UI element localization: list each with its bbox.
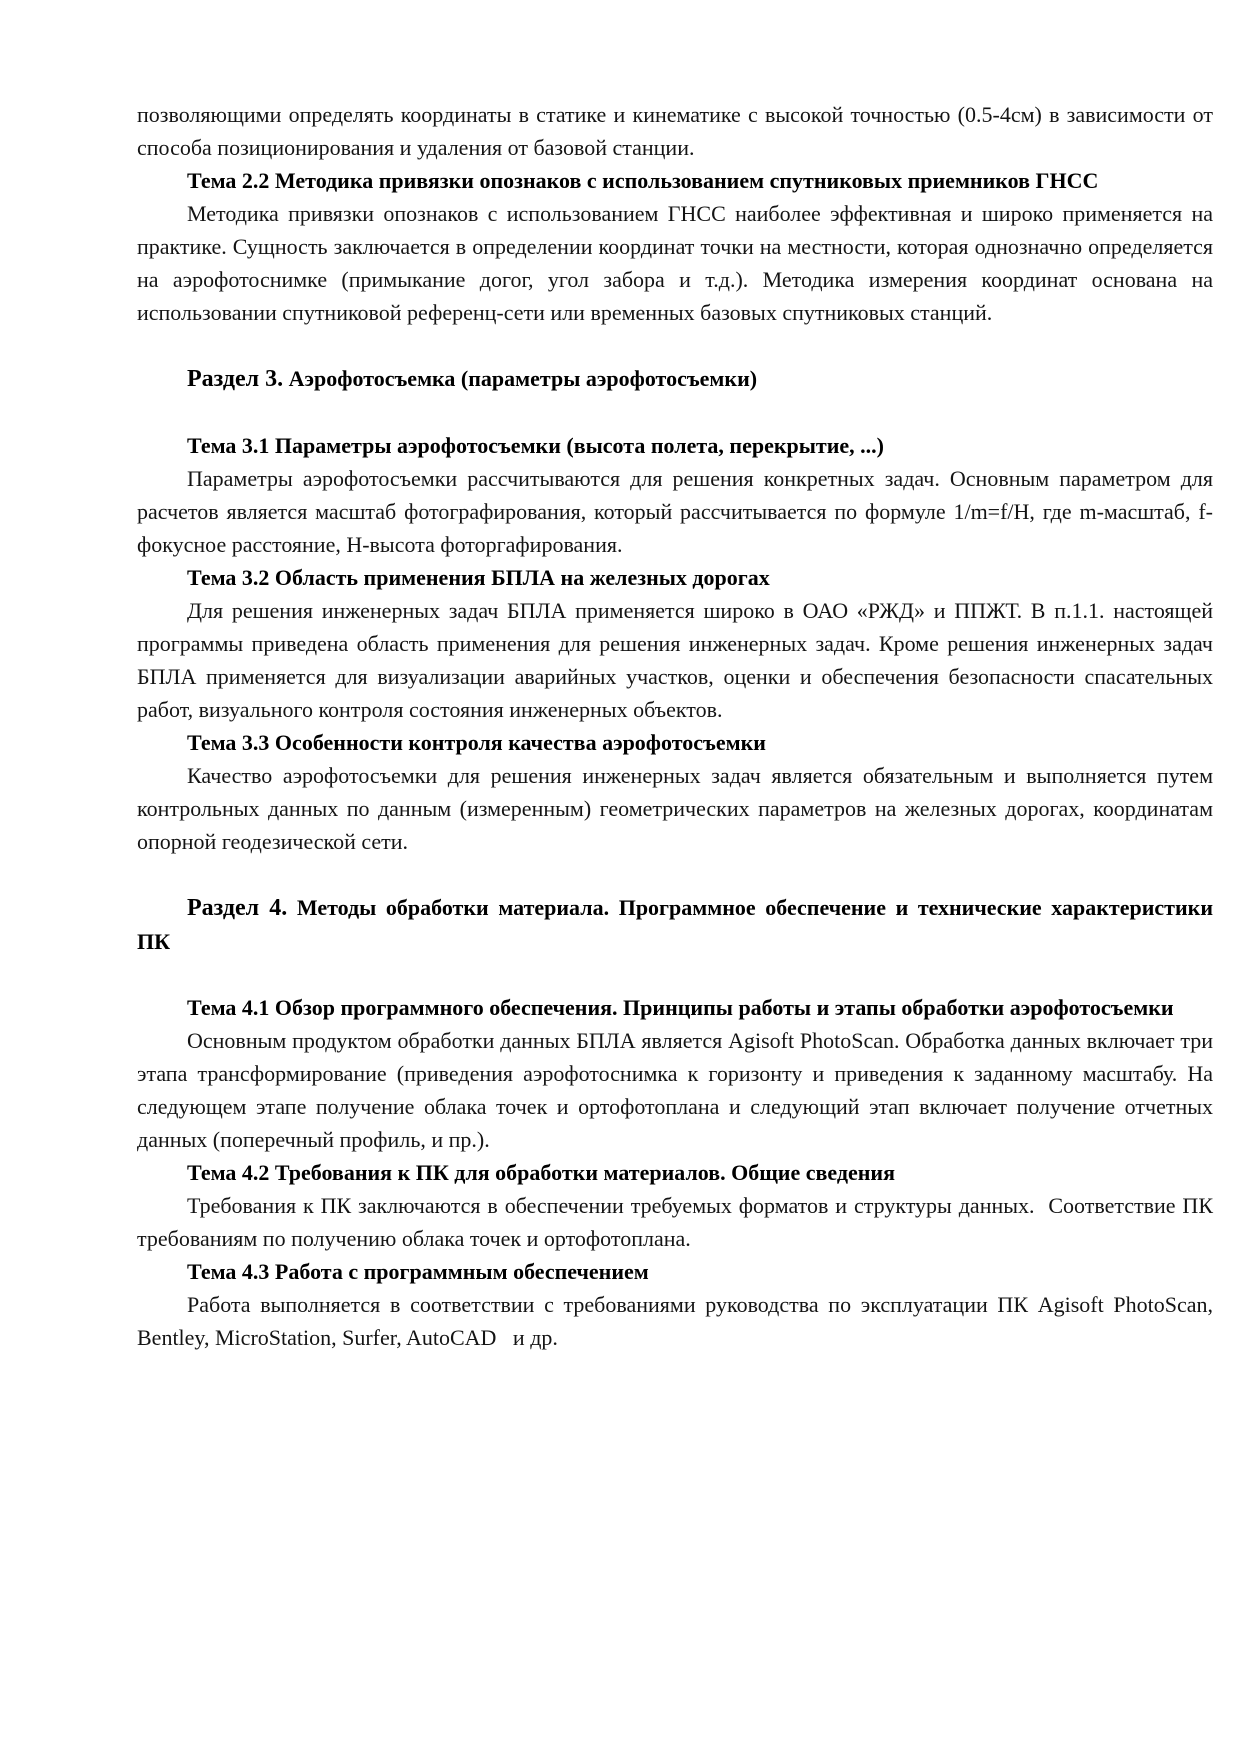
blank-line xyxy=(137,858,1213,891)
heading-razdel-3 xyxy=(137,362,1213,396)
paragraph-gnss-accuracy-continuation: позволяющими определять координаты в статике и кинематике с высокой точностью (0.5-4см) в зависимости от способа позиционирования и удаления от базовой станции. xyxy=(137,102,1213,160)
heading-razdel-4-title: Методы обработки материала. Программное обеспечение и технические характеристики ПК xyxy=(137,895,1213,954)
heading-razdel-3-title: Аэрофотосъемка (параметры аэрофотосъемки) xyxy=(283,366,758,391)
paragraph-tema-2-2: Методика привязки опознаков с использованием ГНСС наиболее эффективная и широко применяется на практике. Сущность заключается в определении координат точки на местности, которая однозначно определяется на аэрофотоснимке (примыкание догог, угол забора и т.д.). Методика измерения координат основана на использовании спутниковой референц-сети или временных базовых спутниковых станций. xyxy=(137,201,1213,325)
heading-tema-3-3: Тема 3.3 Особенности контроля качества аэрофотосъемки xyxy=(187,730,766,755)
heading-tema-4-1: Тема 4.1 Обзор программного обеспечения. Принципы работы и этапы обработки аэрофотосъемки xyxy=(187,995,1174,1020)
heading-razdel-4-number: Раздел 4. xyxy=(187,895,288,921)
paragraph-tema-4-1: Основным продуктом обработки данных БПЛА является Agisoft PhotoScan. Обработка данных включает три этапа трансформирование (приведения аэрофотоснимка к горизонту и приведения к заданному масштабу. На следующем этапе получение облака точек и ортофотоплана и следующий этап включает получение отчетных данных (поперечный профиль, и пр.). xyxy=(137,1028,1213,1152)
paragraph-tema-4-2: Требования к ПК заключаются в обеспечении требуемых форматов и структуры данных. Соответствие ПК требованиям по получению облака точек и ортофотоплана. xyxy=(137,1193,1213,1251)
heading-tema-2-2: Тема 2.2 Методика привязки опознаков с использованием спутниковых приемников ГНСС xyxy=(187,168,1099,193)
paragraph-tema-3-1: Параметры аэрофотосъемки рассчитываются для решения конкретных задач. Основным параметром для расчетов является масштаб фотографирования, который рассчитывается по формуле 1/m=f/H, где m-масштаб, f- фокусное расстояние, Н-высота фоторгафирования. xyxy=(137,466,1213,557)
heading-tema-4-2: Тема 4.2 Требования к ПК для обработки материалов. Общие сведения xyxy=(187,1160,896,1185)
paragraph-tema-4-3: Работа выполняется в соответствии с требованиями руководства по эксплуатации ПК Agisoft PhotoScan, Bentley, MicroStation, Surfer, AutoCAD и др. xyxy=(137,1292,1213,1350)
blank-line xyxy=(137,396,1213,429)
heading-tema-3-2: Тема 3.2 Область применения БПЛА на железных дорогах xyxy=(187,565,770,590)
heading-razdel-3-number: Раздел 3. xyxy=(187,366,284,392)
heading-razdel-4 xyxy=(137,891,1213,958)
paragraph-tema-3-2: Для решения инженерных задач БПЛА применяется широко в ОАО «РЖД» и ППЖТ. В п.1.1. настоящей программы приведена область применения для решения инженерных задач. Кроме решения инженерных задач БПЛА применяется для визуализации аварийных участков, оценки и обеспечения безопасности спасательных работ, визуального контроля состояния инженерных объектов. xyxy=(137,598,1213,722)
paragraph-tema-3-3: Качество аэрофотосъемки для решения инженерных задач является обязательным и выполняется путем контрольных данных по данным (измеренным) геометрических параметров на железных дорогах, координатам опорной геодезической сети. xyxy=(137,763,1213,854)
blank-line xyxy=(137,329,1213,362)
heading-tema-4-3: Тема 4.3 Работа с программным обеспечением xyxy=(187,1259,649,1284)
blank-line xyxy=(137,958,1213,991)
heading-tema-3-1: Тема 3.1 Параметры аэрофотосъемки (высота полета, перекрытие, ...) xyxy=(187,433,885,458)
